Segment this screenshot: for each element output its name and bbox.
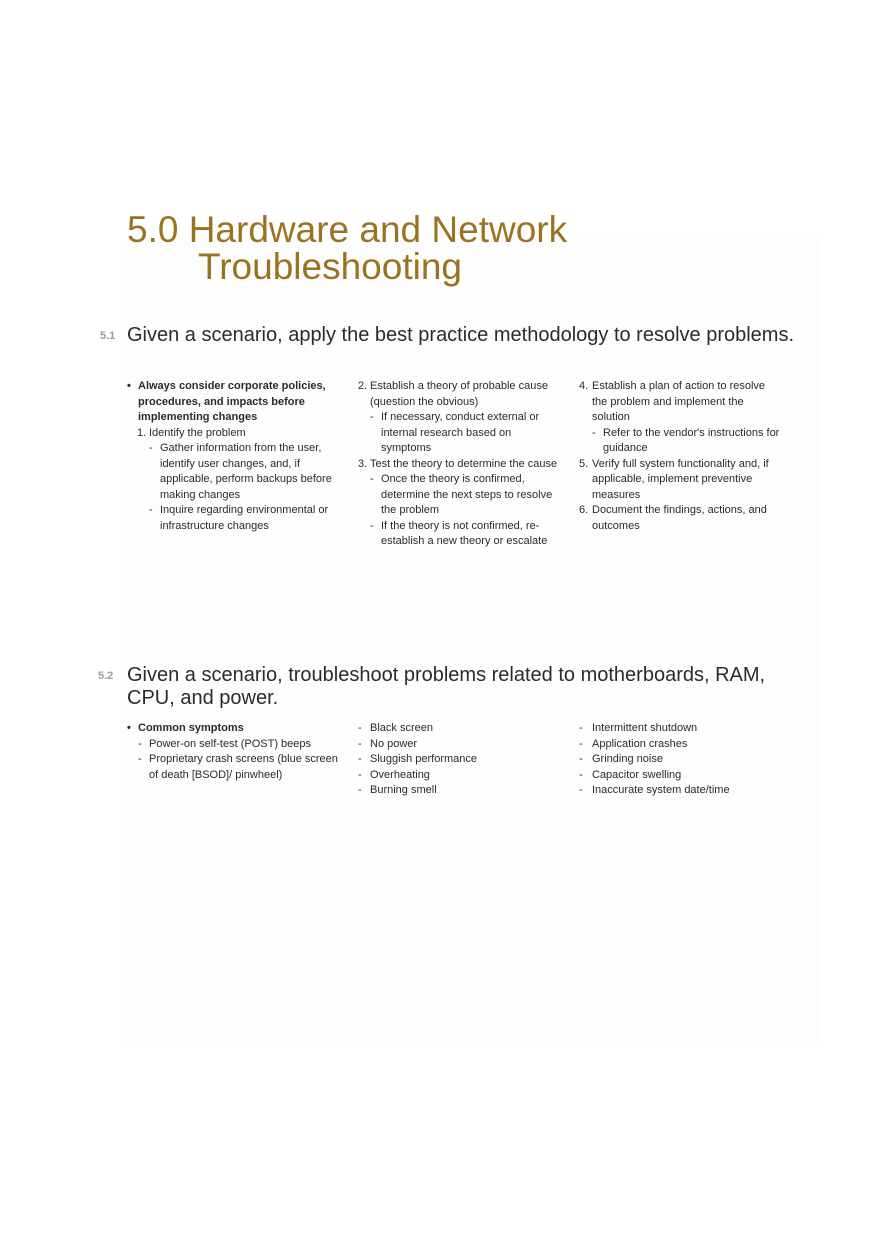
page-title bbox=[127, 211, 567, 285]
list-item: - Once the theory is confirmed, determine the next steps to resolve the problem bbox=[370, 473, 553, 516]
list-number: 4. bbox=[579, 380, 589, 392]
dash-icon: - bbox=[138, 737, 142, 750]
list-number: 2. bbox=[358, 380, 368, 392]
list-item: - Refer to the vendor's instructions for guidance bbox=[592, 426, 780, 454]
dash-icon: - bbox=[370, 473, 374, 485]
dash-icon: - bbox=[579, 737, 583, 750]
list-item: 1. Identify the problem bbox=[127, 426, 339, 442]
dash-icon: - bbox=[358, 737, 362, 750]
dash-icon: - bbox=[358, 722, 362, 734]
content-panel bbox=[127, 238, 820, 1046]
list-item: - Gather information from the user, identify user changes, and, if applicable, perform backups before making changes bbox=[149, 442, 332, 501]
dash-icon: - bbox=[579, 768, 583, 781]
list-item: - Black screen bbox=[358, 721, 558, 737]
dash-icon: - bbox=[358, 753, 362, 765]
section-5-1-column-2 bbox=[358, 379, 558, 550]
list-item: - Overheating bbox=[358, 768, 558, 784]
list-item: - Power-on self-test (POST) beeps bbox=[127, 737, 339, 753]
list-item: - Sluggish performance bbox=[358, 752, 558, 768]
section-5-2-column-1 bbox=[127, 721, 339, 783]
list-item: - Inquire regarding environmental or infrastructure changes bbox=[149, 504, 329, 532]
list-item: 6. Document the findings, actions, and outcomes bbox=[579, 504, 767, 532]
bullet-icon: • bbox=[127, 380, 131, 392]
list-item: - Grinding noise bbox=[579, 752, 789, 768]
section-5-2-column-3 bbox=[579, 721, 789, 799]
section-5-2-column-2 bbox=[358, 721, 558, 799]
page-title-line1: 5.0 Hardware and Network bbox=[127, 209, 568, 250]
list-number: 3. bbox=[358, 457, 368, 470]
list-item: - No power bbox=[358, 737, 558, 753]
list-item: 2. Establish a theory of probable cause (question the obvious) bbox=[358, 380, 548, 408]
list-item: • Common symptoms bbox=[127, 721, 339, 737]
section-5-1-column-1 bbox=[127, 379, 339, 534]
list-item: • Always consider corporate policies, procedures, and impacts before implementing changes bbox=[127, 380, 326, 423]
list-item: - Intermittent shutdown bbox=[579, 721, 789, 737]
dash-icon: - bbox=[358, 768, 362, 781]
list-number: 6. bbox=[579, 504, 589, 516]
list-item: - Capacitor swelling bbox=[579, 768, 789, 784]
list-item: 5. Verify full system functionality and, if applicable, implement preventive measures bbox=[579, 457, 769, 501]
section-heading: Given a scenario, apply the best practice methodology to resolve problems. bbox=[127, 324, 795, 346]
bullet-icon: • bbox=[127, 722, 131, 734]
list-number: 1. bbox=[137, 426, 147, 439]
list-number: 5. bbox=[579, 457, 589, 470]
section-number: 5.2 bbox=[98, 670, 114, 682]
dash-icon: - bbox=[358, 784, 362, 796]
dash-icon: - bbox=[138, 753, 142, 765]
list-item: - Proprietary crash screens (blue screen of death [BSOD]/ pinwheel) bbox=[138, 753, 338, 781]
list-item: 3. Test the theory to determine the cause bbox=[358, 457, 558, 473]
list-item: - Application crashes bbox=[579, 737, 789, 753]
list-item: - If necessary, conduct external or internal research based on symptoms bbox=[370, 411, 540, 454]
dash-icon: - bbox=[149, 442, 153, 454]
list-item: 4. Establish a plan of action to resolve the problem and implement the solution bbox=[579, 380, 766, 423]
dash-icon: - bbox=[579, 784, 583, 796]
section-number: 5.1 bbox=[100, 330, 116, 342]
dash-icon: - bbox=[370, 411, 374, 423]
dash-icon: - bbox=[579, 753, 583, 765]
dash-icon: - bbox=[592, 426, 596, 439]
page-title-line2: Troubleshooting bbox=[198, 246, 462, 287]
list-item: - Burning smell bbox=[358, 783, 558, 799]
section-5-1-column-3 bbox=[579, 379, 782, 534]
dash-icon: - bbox=[149, 504, 153, 516]
dash-icon: - bbox=[579, 722, 583, 734]
list-item: - If the theory is not confirmed, re-establish a new theory or escalate bbox=[370, 519, 548, 547]
list-item: - Inaccurate system date/time bbox=[579, 783, 789, 799]
dash-icon: - bbox=[370, 519, 374, 532]
section-heading: Given a scenario, troubleshoot problems related to motherboards, RAM, CPU, and power. bbox=[127, 664, 766, 709]
